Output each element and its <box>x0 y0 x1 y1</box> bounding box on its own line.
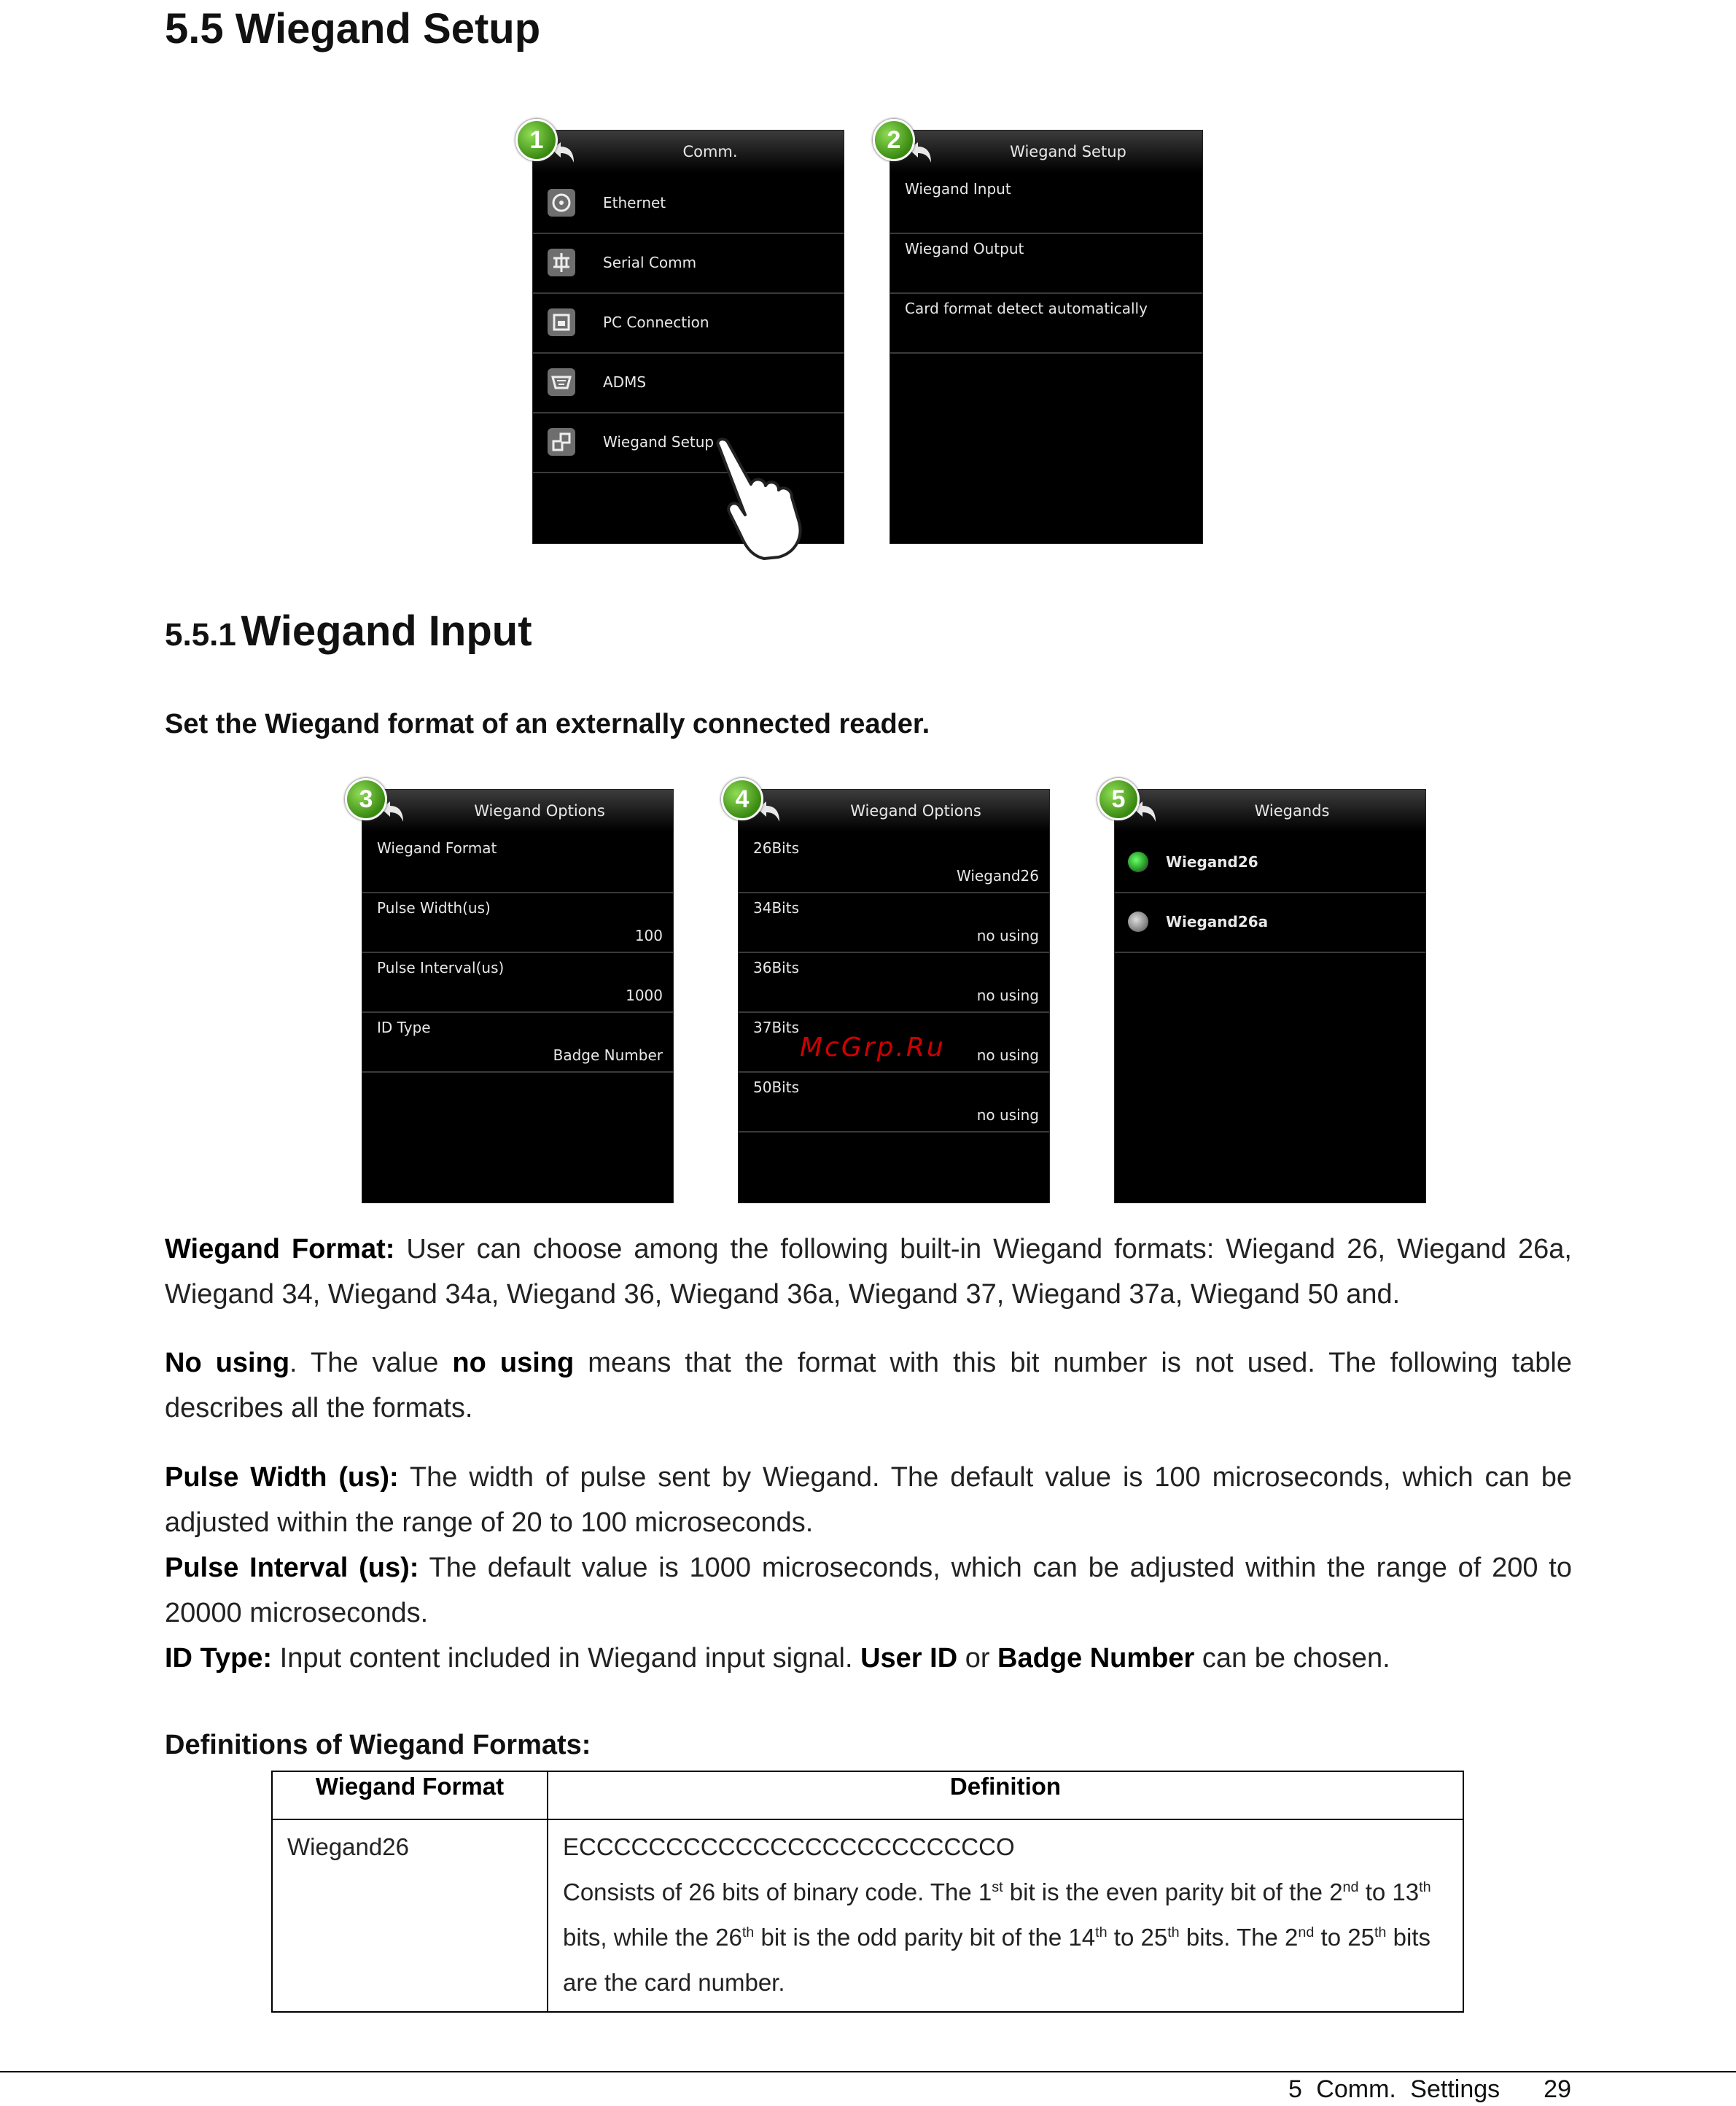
screen-title: Comm. <box>682 143 738 160</box>
option-wiegand26a[interactable]: Wiegand26a <box>1115 892 1425 953</box>
column-header-format: Wiegand Format <box>272 1771 548 1819</box>
option-36bits[interactable]: 36Bits no using <box>739 952 1049 1013</box>
paragraph-id-type: ID Type: Input content included in Wiegand input signal. User ID or Badge Number can be chosen. <box>165 1643 1390 1674</box>
column-header-definition: Definition <box>548 1771 1463 1819</box>
radio-selected-icon[interactable] <box>1128 852 1148 872</box>
subsection-title: 5.5.1 Wiegand Input <box>165 607 532 655</box>
definitions-heading: Definitions of Wiegand Formats: <box>165 1730 591 1760</box>
menu-item-wiegand-setup[interactable]: Wiegand Setup <box>533 412 844 473</box>
menu-item-pc-connection[interactable]: PC Connection <box>533 292 844 354</box>
pointing-hand-icon <box>713 436 808 560</box>
section-title: 5.5 Wiegand Setup <box>165 5 541 53</box>
menu-item-adms[interactable]: ADMS <box>533 352 844 413</box>
step-badge-3: 3 <box>345 778 387 820</box>
table-header-row <box>272 1771 1463 1819</box>
screen-title: Wiegand Setup <box>1010 143 1126 160</box>
page-number: 29 <box>1544 2075 1571 2103</box>
format-cell: Wiegand26 <box>272 1819 548 2012</box>
step-badge-4: 4 <box>721 778 763 820</box>
menu-item-card-format-detect[interactable]: Card format detect automatically <box>890 292 1202 354</box>
serial-comm-icon <box>548 249 575 276</box>
menu-item-ethernet[interactable]: Ethernet <box>533 173 844 234</box>
pc-connection-icon <box>548 308 575 336</box>
paragraph-wiegand-format: Wiegand Format: User can choose among the following built-in Wiegand formats: Wiegand 26, Wiegand 26a, Wiegand 34, Wiegand 34a, Wiegand 36, Wiegand 36a, Wiegand 37, Wiegand 37a, Wiegand 50 and. <box>165 1234 1572 1310</box>
bit-pattern: ECCCCCCCCCCCCCCCCCCCCCCCCO <box>563 1833 1015 1860</box>
paragraph-no-using: No using. The value no using means that the format with this bit number is not used. The following table describes all the formats. <box>165 1348 1572 1423</box>
step-badge-5: 5 <box>1097 778 1140 820</box>
radio-unselected-icon[interactable] <box>1128 912 1148 932</box>
paragraph-pulse-width: Pulse Width (us): The width of pulse sent by Wiegand. The default value is 100 microseconds, which can be adjusted within the range of 20 to 100 microseconds. <box>165 1462 1572 1538</box>
option-50bits[interactable]: 50Bits no using <box>739 1071 1049 1132</box>
intro-text: Set the Wiegand format of an externally connected reader. <box>165 709 930 739</box>
option-37bits[interactable]: 37Bits no using <box>739 1011 1049 1073</box>
table-row <box>272 1819 1463 2012</box>
page-footer <box>1288 2075 1571 2104</box>
wiegand-setup-icon <box>548 428 575 456</box>
option-34bits[interactable]: 34Bits no using <box>739 892 1049 953</box>
option-wiegand26[interactable]: Wiegand26 <box>1115 832 1425 893</box>
option-pulse-width[interactable]: Pulse Width(us) 100 <box>362 892 673 953</box>
wiegand-format-options-screen <box>735 785 1050 1203</box>
footer-divider <box>0 2071 1736 2072</box>
definition-text: Consists of 26 bits of binary code. The 1st bit is the even parity bit of the 2nd to 13th bits, while the 26th bit is the odd parity bit of the 14th to 25th bits. The 2nd to 25th bits are the card number. <box>563 1878 1431 1996</box>
option-26bits[interactable]: 26Bits Wiegand26 <box>739 832 1049 893</box>
paragraph-pulse-interval: Pulse Interval (us): The default value is 1000 microseconds, which can be adjusted within the range of 200 to 20000 microseconds. <box>165 1553 1572 1628</box>
watermark: McGrp.Ru <box>800 1033 946 1062</box>
adms-icon <box>548 368 575 396</box>
option-pulse-interval[interactable]: Pulse Interval(us) 1000 <box>362 952 673 1013</box>
menu-item-wiegand-output[interactable]: Wiegand Output <box>890 233 1202 294</box>
screen-title: Wiegand Options <box>850 802 981 820</box>
ethernet-icon <box>548 189 575 217</box>
screen-title: Wiegands <box>1254 802 1330 820</box>
menu-item-serial-comm[interactable]: Serial Comm <box>533 233 844 294</box>
step-badge-1: 1 <box>515 119 558 161</box>
definitions-table <box>271 1771 1464 2013</box>
screen-title: Wiegand Options <box>474 802 605 820</box>
wiegand-setup-screen <box>887 126 1203 544</box>
definition-cell <box>548 1819 1463 2012</box>
step-badge-2: 2 <box>873 119 915 161</box>
option-wiegand-format[interactable]: Wiegand Format <box>362 832 673 893</box>
footer-chapter: 5 Comm. Settings <box>1288 2075 1500 2103</box>
wiegands-screen <box>1111 785 1426 1203</box>
menu-item-wiegand-input[interactable]: Wiegand Input <box>890 173 1202 234</box>
wiegand-options-screen <box>359 785 674 1203</box>
option-id-type[interactable]: ID Type Badge Number <box>362 1011 673 1073</box>
